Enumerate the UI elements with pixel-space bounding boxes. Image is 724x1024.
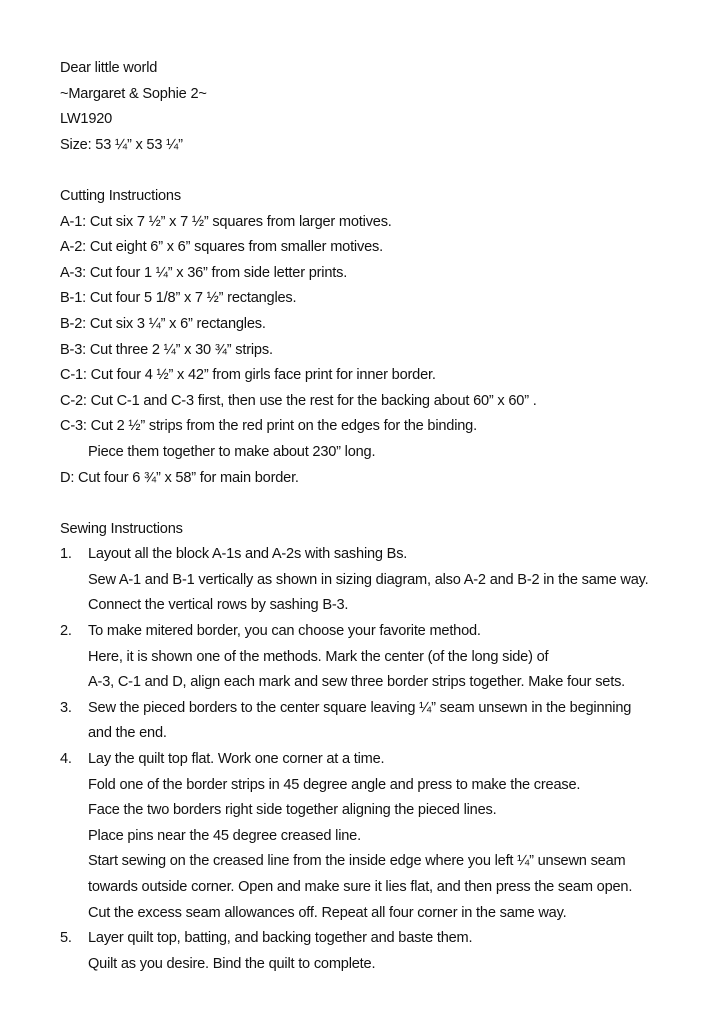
cutting-line-c3-continued: Piece them together to make about 230” long. bbox=[88, 443, 376, 460]
cutting-heading: Cutting Instructions bbox=[60, 187, 181, 204]
step-first-line bbox=[60, 696, 700, 722]
step-first-line bbox=[60, 619, 700, 645]
cutting-line-a3: A-3: Cut four 1 ¼” x 36” from side letter prints. bbox=[60, 264, 348, 281]
sewing-step-4 bbox=[60, 747, 700, 926]
step-number: 3. bbox=[60, 699, 72, 716]
step-number: 1. bbox=[60, 546, 72, 563]
step-first-line bbox=[60, 747, 700, 773]
pattern-subtitle: ~Margaret & Sophie 2~ bbox=[60, 85, 207, 102]
cutting-line-c2: C-2: Cut C-1 and C-3 first, then use the rest for the backing about 60” x 60” . bbox=[60, 392, 537, 409]
step-number: 2. bbox=[60, 623, 72, 640]
step-text: Lay the quilt top flat. Work one corner at a time. bbox=[88, 751, 385, 768]
instruction-sheet bbox=[60, 56, 700, 977]
step-text: Layer quilt top, batting, and backing together and baste them. bbox=[88, 930, 473, 947]
step-continued-line: A-3, C-1 and D, align each mark and sew three border strips together. Make four sets. bbox=[88, 674, 626, 691]
step-text: To make mitered border, you can choose your favorite method. bbox=[88, 623, 481, 640]
step-first-line bbox=[60, 542, 700, 568]
step-continued-line: Cut the excess seam allowances off. Repeat all four corner in the same way. bbox=[88, 904, 567, 921]
cutting-line-b1: B-1: Cut four 5 1/8” x 7 ½” rectangles. bbox=[60, 290, 297, 307]
sewing-step-3 bbox=[60, 696, 700, 747]
step-number: 4. bbox=[60, 751, 72, 768]
cutting-line-c3: C-3: Cut 2 ½” strips from the red print on the edges for the binding. bbox=[60, 418, 477, 435]
step-continued-line: Here, it is shown one of the methods. Mark the center (of the long side) of bbox=[88, 648, 549, 665]
spacer bbox=[60, 158, 700, 184]
cutting-line-d: D: Cut four 6 ¾” x 58” for main border. bbox=[60, 469, 299, 486]
step-first-line bbox=[60, 926, 700, 952]
pattern-title: Dear little world bbox=[60, 60, 158, 76]
sewing-section bbox=[60, 517, 700, 978]
step-continued-line: Quilt as you desire. Bind the quilt to complete. bbox=[88, 955, 376, 972]
sewing-step-2 bbox=[60, 619, 700, 696]
cutting-line-c1: C-1: Cut four 4 ½” x 42” from girls face print for inner border. bbox=[60, 367, 436, 384]
step-continued-line: and the end. bbox=[88, 725, 167, 742]
cutting-section bbox=[60, 184, 700, 491]
quilt-size: Size: 53 ¼” x 53 ¼” bbox=[60, 136, 183, 153]
cutting-line-b3: B-3: Cut three 2 ¼” x 30 ¾” strips. bbox=[60, 341, 273, 358]
step-text: Sew the pieced borders to the center square leaving ¼” seam unsewn in the beginning bbox=[88, 699, 632, 716]
sewing-heading: Sewing Instructions bbox=[60, 520, 183, 537]
step-number: 5. bbox=[60, 930, 72, 947]
cutting-line-b2: B-2: Cut six 3 ¼” x 6” rectangles. bbox=[60, 315, 266, 332]
step-continued-line: Fold one of the border strips in 45 degree angle and press to make the crease. bbox=[88, 776, 581, 793]
sewing-step-1 bbox=[60, 542, 700, 619]
cutting-line-a2: A-2: Cut eight 6” x 6” squares from smaller motives. bbox=[60, 239, 383, 256]
step-continued-line: Place pins near the 45 degree creased line. bbox=[88, 827, 361, 844]
step-continued-line: Connect the vertical rows by sashing B-3. bbox=[88, 597, 349, 614]
pattern-code: LW1920 bbox=[60, 111, 113, 128]
step-continued-line: towards outside corner. Open and make sure it lies flat, and then press the seam open. bbox=[88, 879, 633, 895]
sewing-step-5 bbox=[60, 926, 700, 977]
step-continued-line: Sew A-1 and B-1 vertically as shown in sizing diagram, also A-2 and B-2 in the same way. bbox=[88, 571, 649, 588]
step-continued-line: Face the two borders right side together aligning the pieced lines. bbox=[88, 802, 497, 819]
step-continued-line: Start sewing on the creased line from the inside edge where you left ¼” unsewn seam bbox=[88, 853, 626, 870]
spacer bbox=[60, 491, 700, 517]
step-text: Layout all the block A-1s and A-2s with sashing Bs. bbox=[88, 546, 408, 563]
cutting-line-a1: A-1: Cut six 7 ½” x 7 ½” squares from larger motives. bbox=[60, 213, 392, 230]
